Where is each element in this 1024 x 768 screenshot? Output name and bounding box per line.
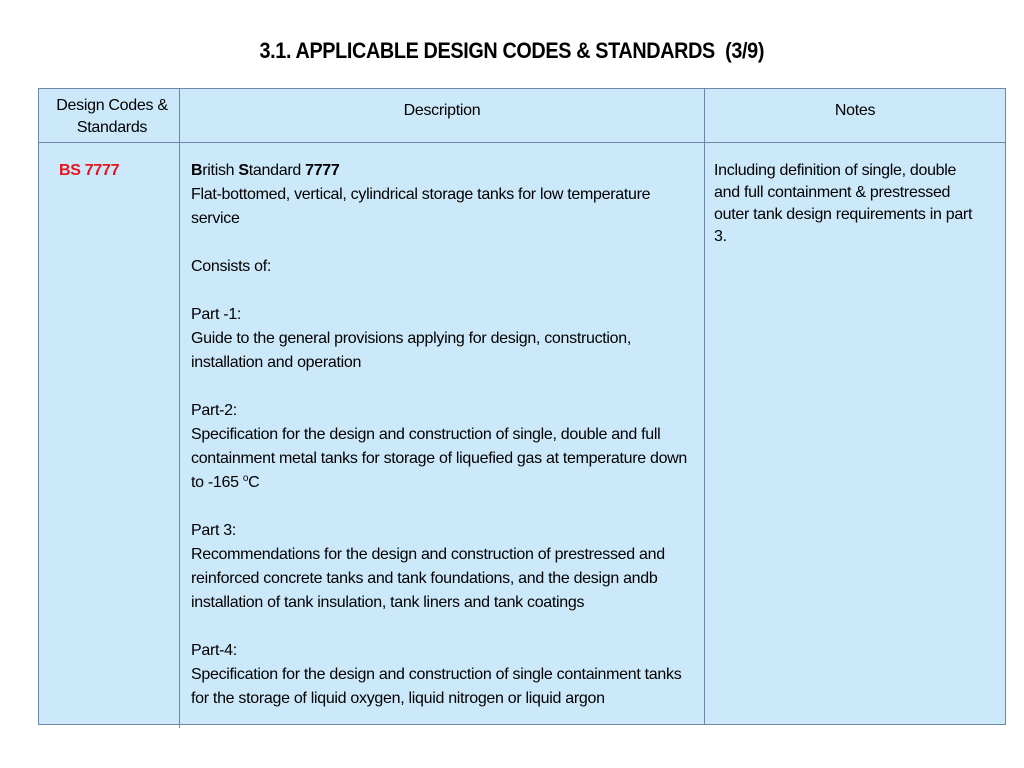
degree-superscript: o <box>242 473 249 484</box>
part-1-item <box>191 303 696 375</box>
standard-subtitle: Flat-bottomed, vertical, cylindrical storage tanks for low temperature service <box>191 186 651 227</box>
page-title: 3.1. APPLICABLE DESIGN CODES & STANDARDS (3/9) <box>259 38 765 63</box>
part-2-label: Part-2: <box>191 402 237 419</box>
column-divider-notes <box>704 88 705 725</box>
part-2-text: Specification for the design and construction of single, double and full containment metal tanks for storage of liquefied gas at temperature down to -165 <box>191 426 688 491</box>
name-part-british: ritish <box>202 162 239 179</box>
part-3-label: Part 3: <box>191 522 237 539</box>
temperature-unit: C <box>248 474 260 491</box>
part-2-item <box>191 399 696 495</box>
part-3-item <box>191 519 696 615</box>
standard-code: BS 7777 <box>59 162 120 179</box>
part-4-label: Part-4: <box>191 642 237 659</box>
header-divider <box>38 142 1006 143</box>
standard-full-name <box>191 159 696 183</box>
part-3-text: Recommendations for the design and construction of prestressed and reinforced concrete tanks and tank foundations, and the design andb installation of tank insulation, tank liners and tank coatings <box>191 546 665 611</box>
part-1-text: Guide to the general provisions applying for design, construction, installation and operation <box>191 330 632 371</box>
header-notes: Notes <box>834 102 876 119</box>
consists-of-label: Consists of: <box>191 258 271 275</box>
notes-cell: Including definition of single, double and full containment & prestressed outer tank design requirements in part 3. <box>714 162 973 245</box>
header-description: Description <box>403 102 481 119</box>
column-divider-code <box>179 88 180 728</box>
part-4-item <box>191 639 696 711</box>
standard-number: 7777 <box>305 162 340 179</box>
description-cell <box>191 159 696 735</box>
part-4-text: Specification for the design and construction of single containment tanks for the storage of liquid oxygen, liquid nitrogen or liquid argon <box>191 666 682 707</box>
initial-b: B <box>191 162 203 179</box>
initial-s: S <box>238 162 249 179</box>
name-part-standard: tandard <box>248 162 306 179</box>
header-design-codes: Design Codes & Standards <box>56 97 168 136</box>
part-1-label: Part -1: <box>191 306 242 323</box>
